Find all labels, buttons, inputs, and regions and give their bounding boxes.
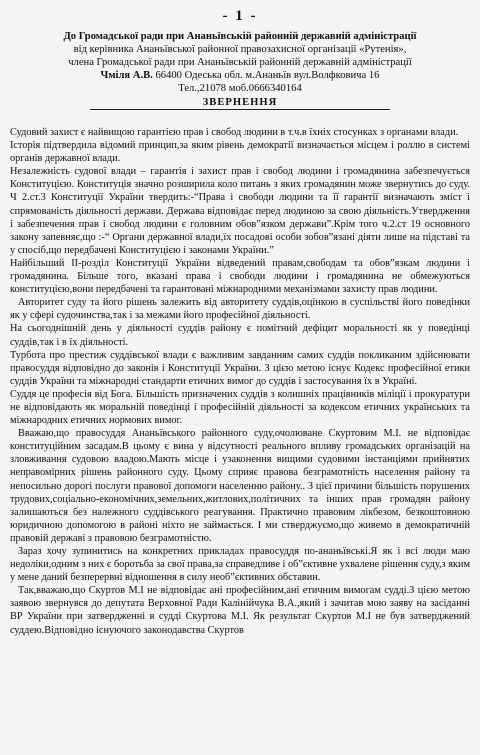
letter-header [10,30,470,110]
paragraph: Вважаю,що правосуддя Ананьївського районного суду,очолюване Скуртовим М.І. не відповідає конституційним засадам.В цьому є вина у відсутності реального впливу громадських організацій на зловживання судовою владою.Мають місце і узаконення вищими судовими інстанціями прийнятих неправомірних рішень районного суду. Цьому сприяє правова безграмотність населення району та непосильно дорогі послуги правової допомоги населенню району.. З цієї причини більшість порушених трудових,соціально-економічних,земельних,житлових,політичних та інших прав громадян району залишаються без належного суддівського реагування. Практично правовим лікбезом, безкоштовною юридичною допомогою в районі ніхто не займається. І ми стверджуємо,що живемо в демократичній правовій державі з правовою безграмотністю. [10,428,470,544]
paragraph: Судовий захист є найвищою гарантією прав і свобод людини в т.ч.в їхніх стосунках з органами влади. [10,127,459,138]
sender-role-line: члена Громадської ради при Ананьївській районній державній адміністрації [68,57,412,68]
sender-phone-line: Тел.,21078 моб.0666340164 [178,83,302,94]
paragraph: Суддя це професія від Бога. Більшість призначених суддів з колишніх працівників міліції і прокуратури не відповідають як моральній поведінці і професійній діяльності за кодексом етичних українських та міжнародних етичних нормових вимог. [10,388,470,427]
paragraph: Турбота про престиж суддівської влади є важливим завданням самих суддів покликаним здійснювати правосуддя відповідно до законів і Конституції України. З цією метою існує Кодекс професійної етики суддів України та міжнародні стандарти етичних вимог до суддів і застосування їх в Україні. [10,349,470,387]
document-title: ЗВЕРНЕННЯ [202,97,278,108]
recipient-line: До Громадської ради при Ананьївській районній державній адміністрації [63,31,417,42]
sender-address-line [10,69,470,82]
paragraph: Авторитет суду та його рішень залежить від авторитету суддів,оцінкою в суспільстві його поведінки як у сфері судочинства,так і за межами його професійної діяльності. [10,297,470,322]
paragraph: Найбільший II-розділ Конституції України відведений правам,свободам та обов”язкам людини і громадянина. Більше того, вказані права і свободи людини і громадянина не обмежуються конституцією,вони передбачені та гарантовані міжнародними механізмами захисту прав людини. [10,257,470,296]
header-divider [90,109,390,110]
paragraph: На сьогоднішній день у діяльності суддів району є помітний дефіцит моральності як у поведінці суддів,так і в їх діяльності. [10,323,470,348]
document-body [10,126,470,637]
paragraph: Незалежність судової влади – гарантія і захист прав і свобод людини і громадянина забезпечується Конституцією. Конституція значно розширила коло питань з яких громадянин може звернутись до суду. Ч 2.ст.3 Конституції України твердить:-“Права і свободи людини та її гарантії визначають зміст і спрямованість діяльності держави. Держава відповідає перед людиною за свою діяльність.Утвердження і забезпечення прав і свобод людини є головним обов”язком держави”.Крім того ч.2.ст 19 основного закону запевняє,що :-“ Органи державної влади,їх посадові особи зобов”язані діяти лише на підставі та у спосіб,що передбачені Конституцією і законами України.” [10,166,470,256]
sender-name: Чміля А.В. [100,70,153,81]
sender-line: від керівника Ананьївської районної правозахисної організації «Рутенія», [73,44,407,55]
paragraph: Історія підтвердила відомий принцип,за яким рівень демократії визначається місцем і роллю в системі органів державної влади. [10,140,470,165]
paragraph: Так,вважаю,що Скуртов М.І не відповідає ані професійним,ані етичним вимогам судді.З цією метою заявою звернувся до депутата Верховної Ради Калінійчука В.А.,який і зачитав мою заяву на засіданні ВР України при затвердженні в судді Скуртова М.І. Як результат Скуртов М.І не був затверджений суддею.Відповідно існуючого законодавства Скуртов [10,585,470,636]
paragraph: Зараз хочу зупинитись на конкретних прикладах правосуддя по-ананьївські.Я як і всі люди маю недоліки,одним з них є боротьба за свої права,за справедливе і об”єктивне ухвалене рішення суду,з яким у мене даний безперервні відношення в силу необ”єктивних обставин. [10,546,470,584]
page-number: - 1 - [222,8,258,24]
sender-address: 66400 Одеська обл. м.Ананьїв вул.Волфковича 16 [152,70,380,81]
